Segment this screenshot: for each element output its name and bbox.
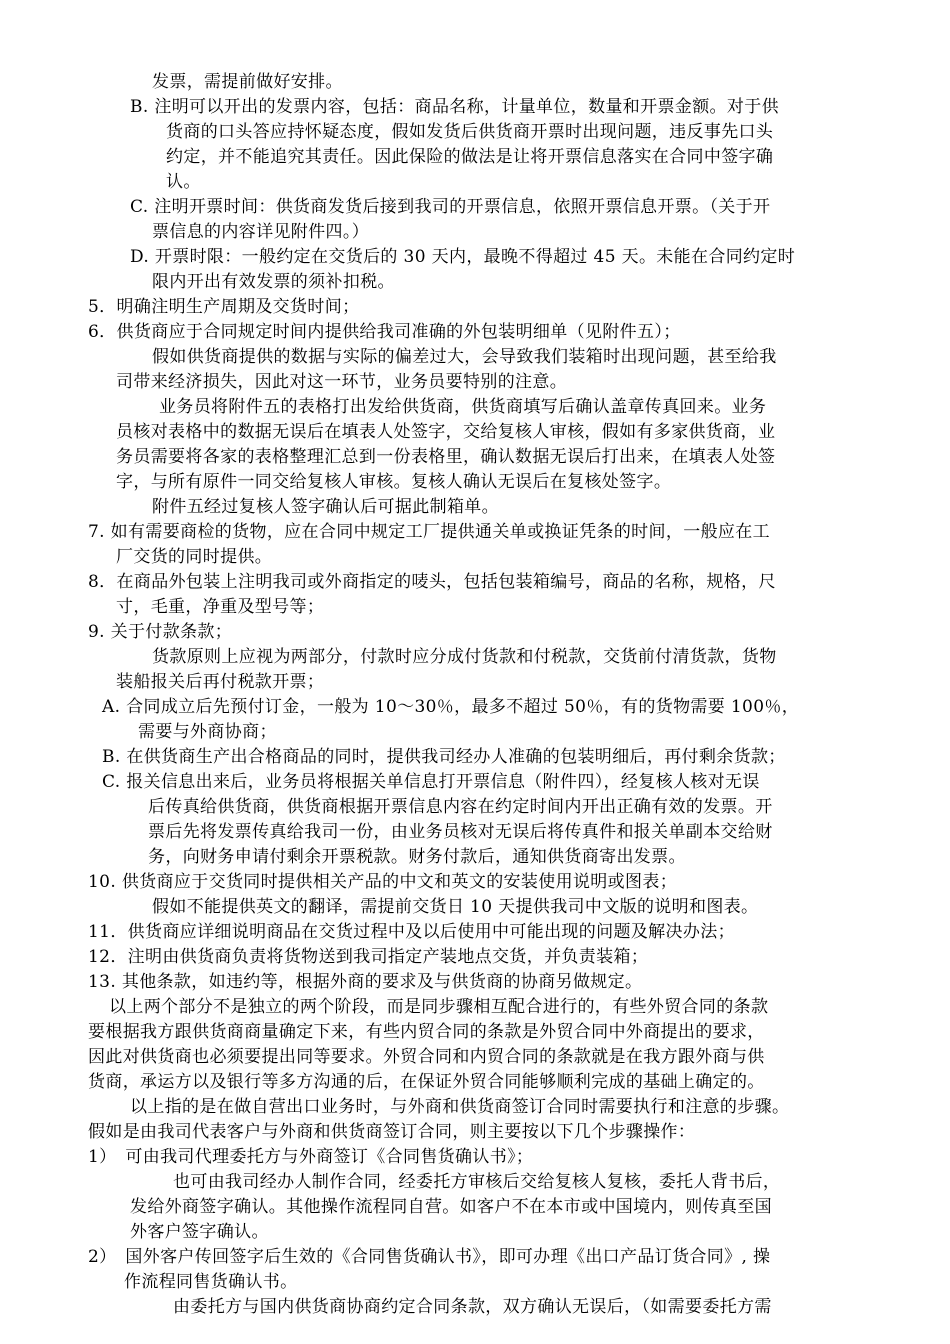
text-line: 附件五经过复核人签字确认后可据此制箱单。: [152, 497, 499, 517]
text-line: 发票，需提前做好安排。: [152, 72, 343, 92]
text-line: 认。: [166, 172, 201, 192]
text-line: 员核对表格中的数据无误后在填表人处签字，交给复核人审核，假如有多家供货商，业: [116, 422, 776, 442]
text-line: 13. 其他条款，如违约等，根据外商的要求及与供货商的协商另做规定。: [88, 972, 643, 992]
text-line: 约定，并不能追究其责任。因此保险的做法是让将开票信息落实在合同中签字确: [166, 147, 774, 167]
text-line: 假如不能提供英文的翻译，需提前交货日 10 天提供我司中文版的说明和图表。: [152, 897, 759, 917]
text-line: 由委托方与国内供货商协商约定合同条款，双方确认无误后，（如需要委托方需: [173, 1297, 772, 1317]
text-line: B. 在供货商生产出合格商品的同时，提供我司经办人准确的包装明细后，再付剩余货款；: [102, 747, 786, 767]
text-line: 票信息的内容详见附件四。）: [152, 222, 370, 242]
text-line: 1） 可由我司代理委托方与外商签订《合同售货确认书》；: [88, 1147, 534, 1167]
text-line: 发给外商签字确认。其他操作流程同自营。如客户不在本市或中国境内，则传真至国: [130, 1197, 772, 1217]
text-line: D. 开票时限：一般约定在交货后的 30 天内，最晚不得超过 45 天。未能在合同约定时: [130, 247, 796, 267]
text-line: 后传真给供货商，供货商根据开票信息内容在约定时间内开出正确有效的发票。开: [148, 797, 773, 817]
text-line: C. 报关信息出来后，业务员将根据关单信息打开票信息（附件四），经复核人核对无误: [102, 772, 760, 792]
text-line: 司带来经济损失，因此对这一环节，业务员要特别的注意。: [116, 372, 568, 392]
text-line: 2） 国外客户传回签字后生效的《合同售货确认书》，即可办理《出口产品订货合同》, 操: [88, 1247, 771, 1267]
text-line: 业务员将附件五的表格打出发给供货商，供货商填写后确认盖章传真回来。业务: [159, 397, 767, 417]
text-line: 7. 如有需要商检的货物，应在合同中规定工厂提供通关单或换证凭条的时间，一般应在工: [88, 522, 770, 542]
text-line: 装船报关后再付税款开票；: [116, 672, 325, 692]
text-line: 需要与外商协商；: [138, 722, 277, 742]
text-line: 假如是由我司代表客户与外商和供货商签订合同，则主要按以下几个步骤操作：: [88, 1122, 696, 1142]
text-line: 限内开出有效发票的须补扣税。: [152, 272, 395, 292]
text-line: 8．在商品外包装上注明我司或外商指定的唛头，包括包装箱编号，商品的名称，规格，尺: [88, 572, 776, 592]
text-line: 因此对供货商也必须要提出同等要求。外贸合同和内贸合同的条款就是在我方跟外商与供: [88, 1047, 765, 1067]
text-line: 寸，毛重，净重及型号等；: [116, 597, 325, 617]
text-line: 也可由我司经办人制作合同，经委托方审核后交给复核人复核，委托人背书后，: [173, 1172, 781, 1192]
text-line: 10. 供货商应于交货同时提供相关产品的中文和英文的安装使用说明或图表；: [88, 872, 678, 892]
text-line: 以上指的是在做自营出口业务时，与外商和供货商签订合同时需要执行和注意的步骤。: [130, 1097, 790, 1117]
text-line: 货商的口头答应持怀疑态度，假如发货后供货商开票时出现问题，违反事先口头: [166, 122, 774, 142]
text-line: 货商，承运方以及银行等多方沟通的后，在保证外贸合同能够顺利完成的基础上确定的。: [88, 1072, 765, 1092]
text-line: 货款原则上应视为两部分，付款时应分成付货款和付税款，交货前付清货款，货物: [152, 647, 777, 667]
text-line: 6．供货商应于合同规定时间内提供给我司准确的外包装明细单（见附件五）；: [88, 322, 681, 342]
text-line: 12．注明由供货商负责将货物送到我司指定产装地点交货，并负责装箱；: [88, 947, 649, 967]
text-line: 9. 关于付款条款；: [88, 622, 233, 642]
text-line: C. 注明开票时间：供货商发货后接到我司的开票信息，依照开票信息开票。（关于开: [130, 197, 771, 217]
text-line: 务员需要将各家的表格整理汇总到一份表格里，确认数据无误后打出来，在填表人处签: [116, 447, 776, 467]
text-line: 5．明确注明生产周期及交货时间；: [88, 297, 360, 317]
text-line: 要根据我方跟供货商商量确定下来，有些内贸合同的条款是外贸合同中外商提出的要求，: [88, 1022, 765, 1042]
text-line: 11．供货商应详细说明商品在交货过程中及以后使用中可能出现的问题及解决办法；: [88, 922, 735, 942]
text-line: 以上两个部分不是独立的两个阶段，而是同步骤相互配合进行的，有些外贸合同的条款: [109, 997, 769, 1017]
text-line: B. 注明可以开出的发票内容，包括：商品名称，计量单位，数量和开票金额。对于供: [130, 97, 779, 117]
text-line: A. 合同成立后先预付订金，一般为 10～30％，最多不超过 50％，有的货物需要 100％，: [102, 697, 800, 717]
text-line: 厂交货的同时提供。: [116, 547, 273, 567]
text-line: 字，与所有原件一同交给复核人审核。复核人确认无误后在复核处签字。: [116, 472, 672, 492]
text-line: 外客户签字确认。: [130, 1222, 269, 1242]
text-line: 票后先将发票传真给我司一份，由业务员核对无误后将传真件和报关单副本交给财: [148, 822, 773, 842]
text-line: 务，向财务申请付剩余开票税款。财务付款后，通知供货商寄出发票。: [148, 847, 686, 867]
text-line: 作流程同售货确认书。: [124, 1272, 298, 1292]
text-line: 假如供货商提供的数据与实际的偏差过大，会导致我们装箱时出现问题，甚至给我: [152, 347, 777, 367]
